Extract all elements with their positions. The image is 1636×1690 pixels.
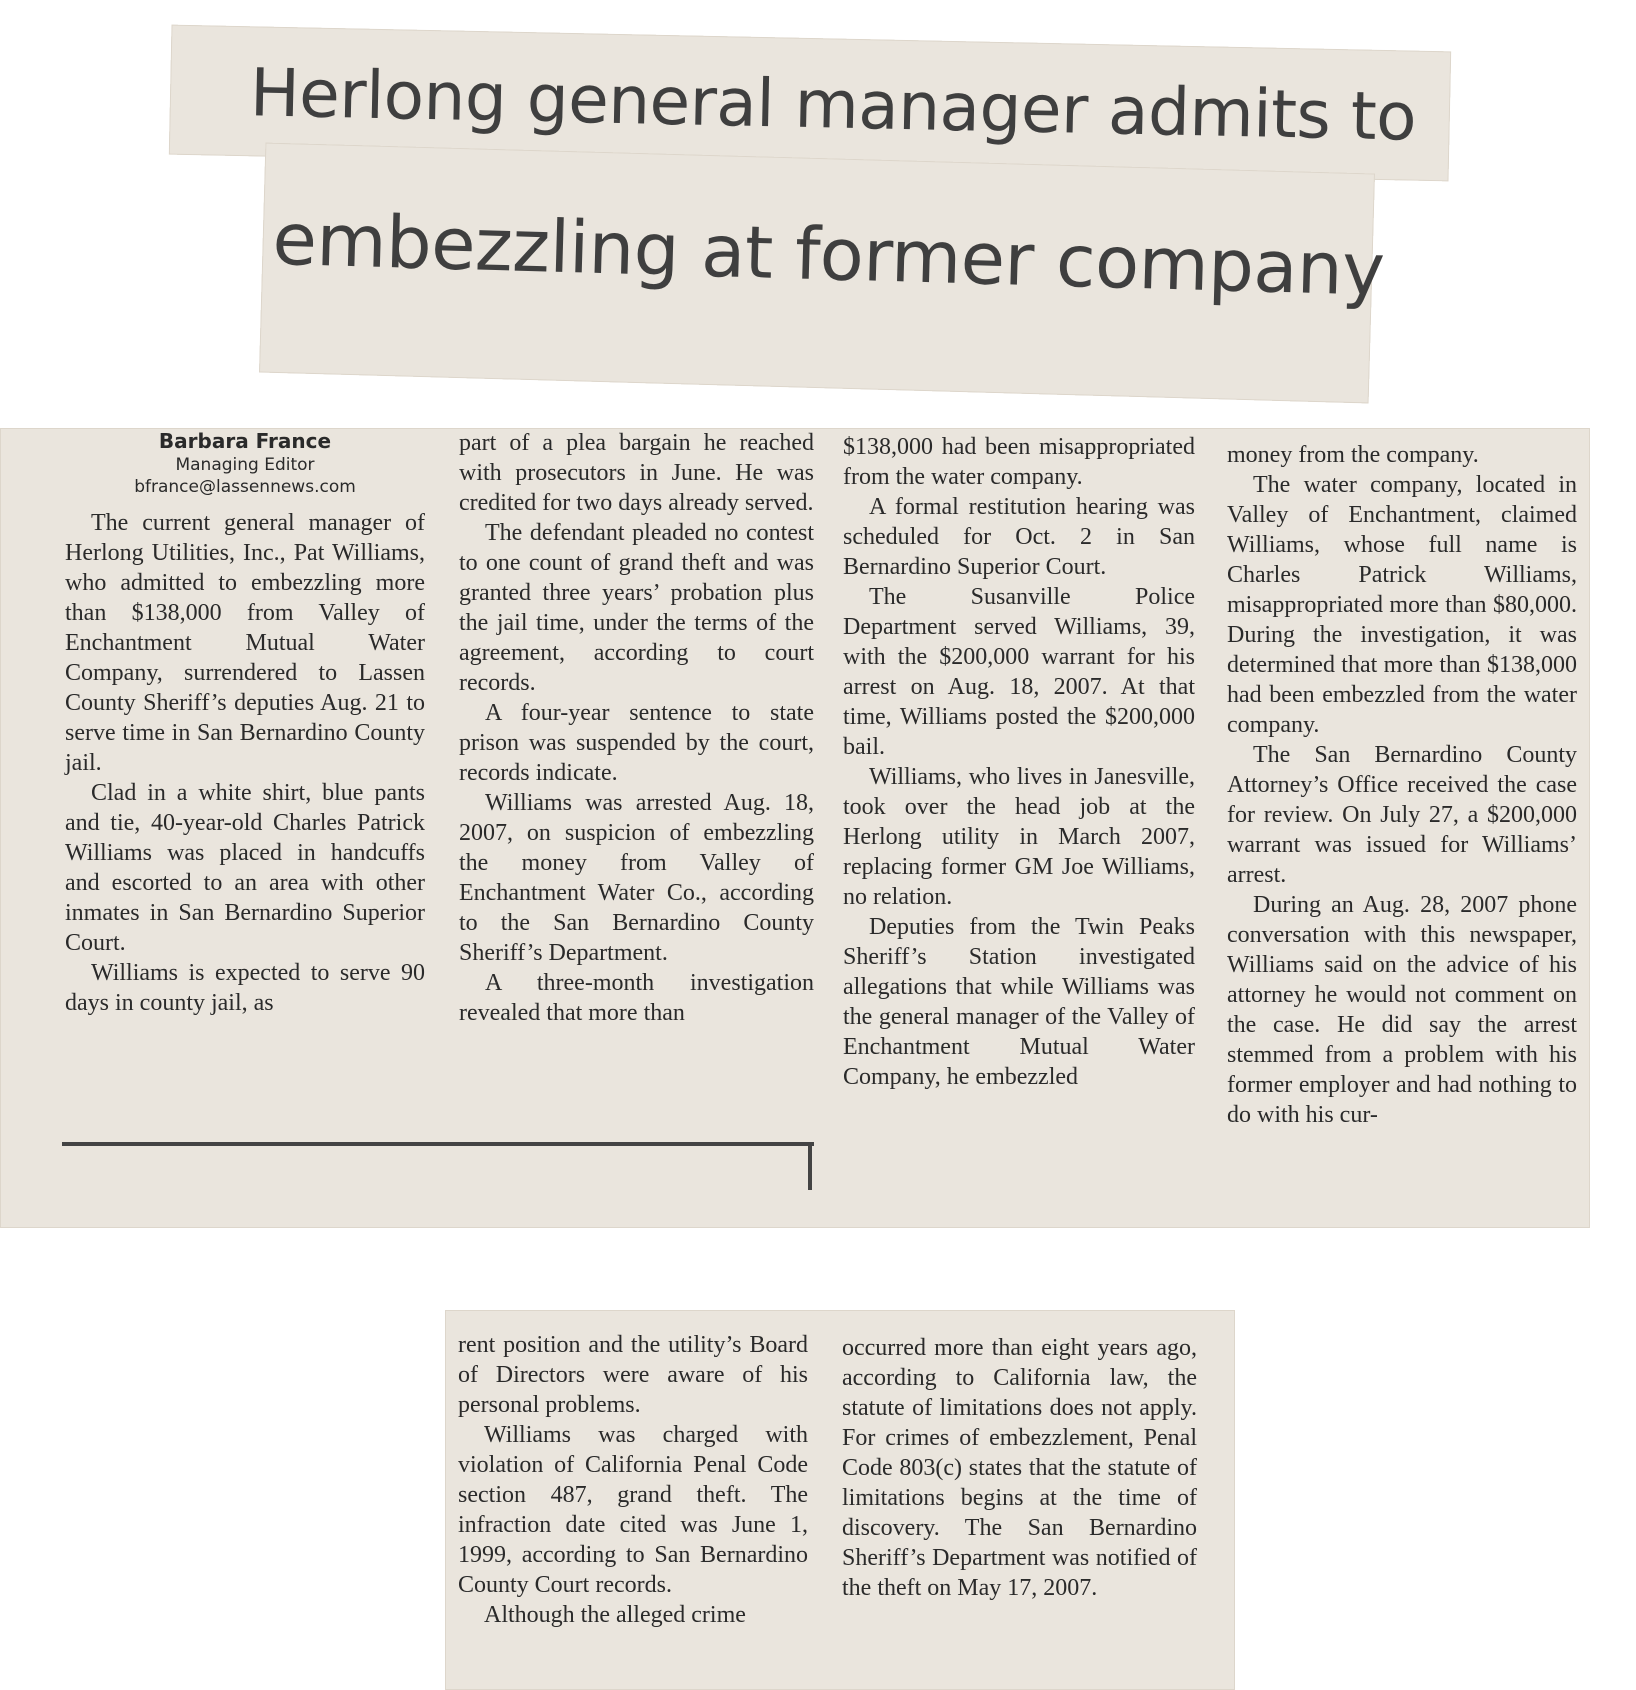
article-column-5	[458, 1330, 808, 1630]
paragraph: Williams was charged with violation of California Penal Code section 487, grand theft. The infraction date cited was June 1, 1999, according to San Bernardino County Court records.	[458, 1422, 808, 1598]
byline	[65, 428, 425, 498]
paragraph: Williams is expected to serve 90 days in county jail, as	[65, 960, 425, 1016]
headline-clipping-2	[259, 143, 1386, 404]
paragraph: A formal restitution hearing was scheduled for Oct. 2 in San Bernardino Superior Court.	[843, 494, 1195, 580]
paragraph: Deputies from the Twin Peaks Sheriff’s Station investigated allegations that while Williams was the general manager of the Valley of Enchantment Mutual Water Company, he embezzled	[843, 914, 1195, 1090]
paragraph: The water company, located in Valley of Enchantment, claimed Williams, whose full name is Charles Patrick Williams, misappropriated more than $80,000. During the investigation, it was determined that more than $138,000 had been embezzled from the water company.	[1227, 472, 1577, 738]
paragraph: A three-month investigation revealed that more than	[459, 970, 814, 1026]
paragraph: The defendant pleaded no contest to one count of grand theft and was granted three years’ probation plus the jail time, under the terms of the agreement, according to court records.	[459, 520, 814, 696]
article-column-3	[843, 432, 1195, 1092]
byline-role: Managing Editor	[175, 455, 315, 475]
paragraph: A four-year sentence to state prison was suspended by the court, records indicate.	[459, 700, 814, 786]
paragraph: Williams, who lives in Janesville, took over the head job at the Herlong utility in March 2007, replacing former GM Joe Williams, no relation.	[843, 764, 1195, 910]
paragraph: rent position and the utility’s Board of Directors were aware of his personal problems.	[458, 1332, 808, 1418]
byline-author: Barbara France	[158, 429, 332, 453]
paragraph: The current general manager of Herlong Utilities, Inc., Pat Williams, who admitted to embezzling more than $138,000 from Valley of Enchantment Mutual Water Company, surrendered to Lassen County Sheriff’s deputies Aug. 21 to serve time in San Bernardino County jail.	[65, 510, 425, 776]
article-column-2	[459, 428, 814, 1028]
paragraph: Clad in a white shirt, blue pants and tie, 40-year-old Charles Patrick Williams was placed in handcuffs and escorted to an area with other inmates in San Bernardino Superior Court.	[65, 780, 425, 956]
column-rule	[808, 1142, 812, 1190]
paragraph: $138,000 had been misappropriated from the water company.	[843, 434, 1195, 490]
paragraph: occurred more than eight years ago, according to California law, the statute of limitations does not apply. For crimes of embezzlement, Penal Code 803(c) states that the statute of limitations begins at the time of discovery. The San Bernardino Sheriff’s Department was notified of the theft on May 17, 2007.	[842, 1335, 1197, 1601]
paragraph: Williams was arrested Aug. 18, 2007, on suspicion of embezzling the money from Valley of Enchantment Water Co., according to the San Bernardino County Sheriff’s Department.	[459, 790, 814, 966]
paragraph: The Susanville Police Department served Williams, 39, with the $200,000 warrant for his arrest on Aug. 18, 2007. At that time, Williams posted the $200,000 bail.	[843, 584, 1195, 760]
article-column-4	[1227, 440, 1577, 1130]
article-column-6	[842, 1333, 1197, 1603]
paragraph: part of a plea bargain he reached with prosecutors in June. He was credited for two days already served.	[459, 430, 814, 516]
paragraph: money from the company.	[1227, 442, 1479, 468]
paragraph: The San Bernardino County Attorney’s Office received the case for review. On July 27, a $200,000 warrant was issued for Williams’ arrest.	[1227, 742, 1577, 888]
headline-line-2: embezzling at former company	[271, 196, 1386, 312]
column-rule	[62, 1142, 814, 1146]
paragraph: Although the alleged crime	[484, 1602, 746, 1628]
headline-line-1: Herlong general manager admits to	[249, 54, 1417, 156]
paragraph: During an Aug. 28, 2007 phone conversation with this newspaper, Williams said on the advice of his attorney he would not comment on the case. He did say the arrest stemmed from a problem with his former employer and had nothing to do with his cur-	[1227, 892, 1577, 1128]
byline-email: bfrance@lassennews.com	[134, 477, 356, 497]
article-column-1	[65, 428, 425, 1018]
